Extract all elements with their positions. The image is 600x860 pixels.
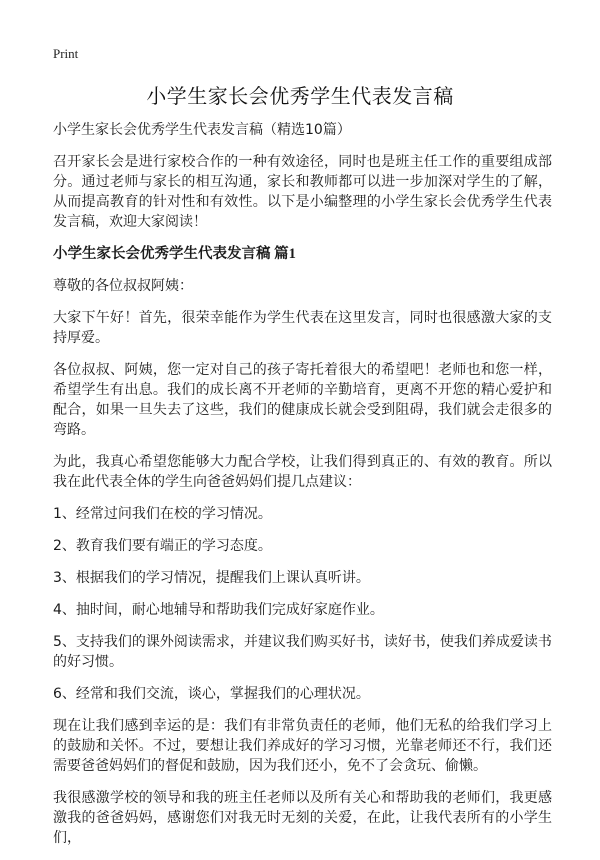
suggestion-item: 4、抽时间，耐心地辅导和帮助我们完成好家庭作业。 [53,602,384,618]
section-heading: 小学生家长会优秀学生代表发言稿 篇1 [53,246,296,262]
suggestion-item: 6、经常和我们交流，谈心，掌握我们的心理状况。 [53,686,370,702]
print-link[interactable]: Print [53,46,79,61]
subtitle: 小学生家长会优秀学生代表发言稿（精选10篇） [53,122,351,138]
body-paragraph: 各位叔叔、阿姨，您一定对自己的孩子寄托着很大的希望吧！老师也和您一样，希望学生有出息。我们的成长离不开老师的辛勤培育，更离不开您的精心爱护和配合，如果一旦失去了这些，我们的健康成长就会受到阻碍，我们就会走很多的弯路。 [53,362,552,438]
body-paragraph: 为此，我真心希望您能够大力配合学校，让我们得到真正的、有效的教育。所以我在此代表全体的学生向爸爸妈妈们提几点建议： [53,454,552,490]
body-paragraph: 大家下午好！首先，很荣幸能作为学生代表在这里发言，同时也很感激大家的支持厚爱。 [53,310,552,346]
suggestion-item: 5、支持我们的课外阅读需求，并建议我们购买好书，读好书，使我们养成爱读书的好习惯。 [53,634,552,670]
article-body [53,120,552,860]
suggestion-item: 3、根据我们的学习情况，提醒我们上课认真听讲。 [53,570,370,586]
intro-paragraph: 召开家长会是进行家校合作的一种有效途径，同时也是班主任工作的重要组成部分。通过老师与家长的相互沟通，家长和教师都可以进一步加深对学生的了解，从而提高教育的针对性和有效性。以下是小编整理的小学生家长会优秀学生代表发言稿，欢迎大家阅读！ [53,154,552,230]
suggestion-item: 1、经常过问我们在校的学习情况。 [53,506,272,522]
suggestion-item: 2、教育我们要有端正的学习态度。 [53,538,272,554]
closing-paragraph: 现在让我们感到幸运的是：我们有非常负责任的老师，他们无私的给我们学习上的鼓励和关怀。不过，要想让我们养成好的学习习惯，光靠老师还不行，我们还需要爸爸妈妈们的督促和鼓励，因为我们还小，免不了会贪玩、偷懒。 [53,718,552,774]
closing-paragraph: 我很感激学校的领导和我的班主任老师以及所有关心和帮助我的老师们，我更感激我的爸爸妈妈，感谢您们对我无时无刻的关爱，在此，让我代表所有的小学生们， [53,790,552,846]
page-title: 小学生家长会优秀学生代表发言稿 [146,84,454,108]
greeting: 尊敬的各位叔叔阿姨： [53,278,193,294]
